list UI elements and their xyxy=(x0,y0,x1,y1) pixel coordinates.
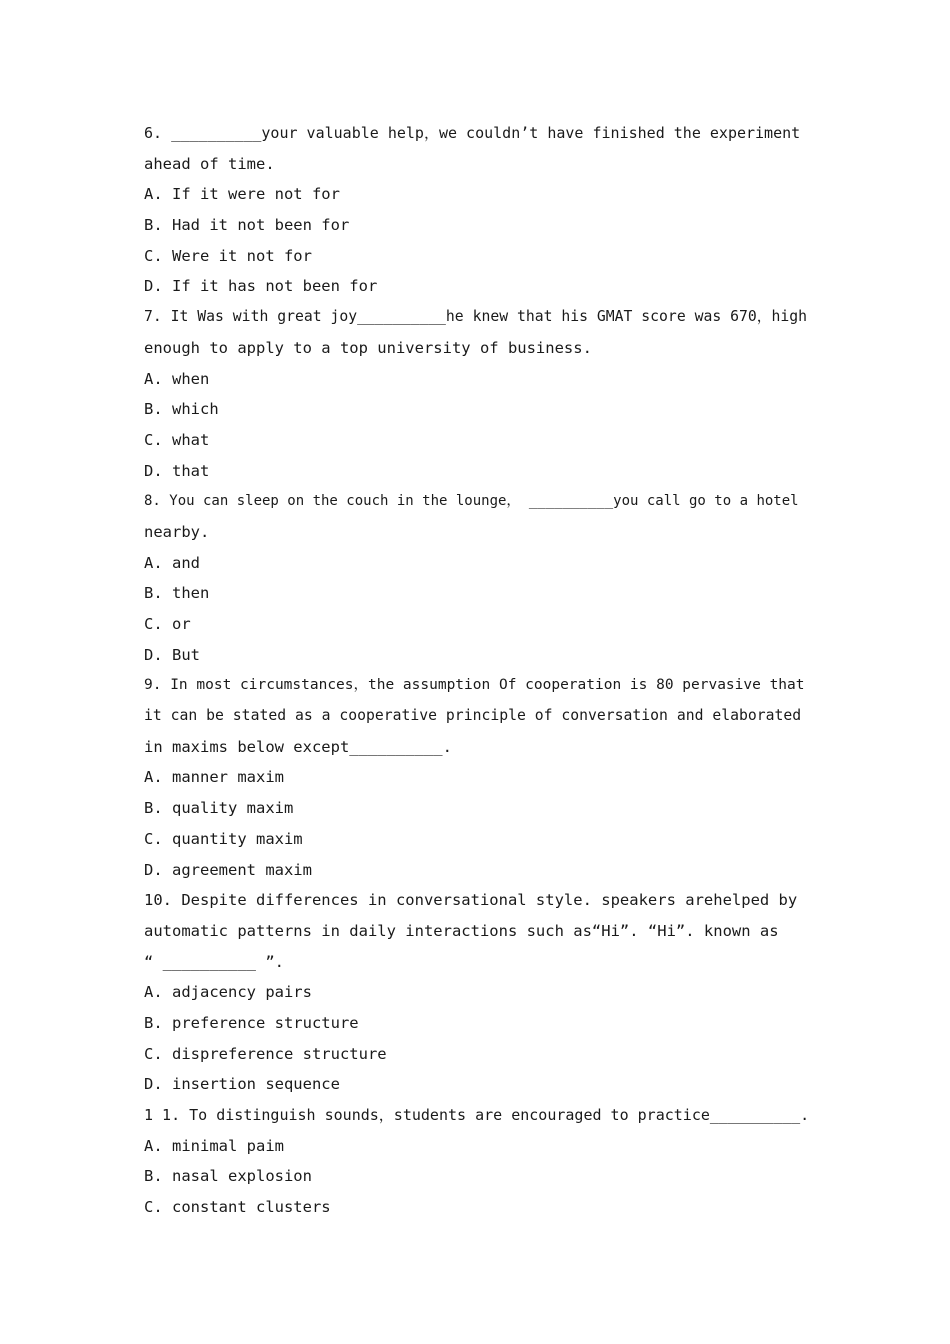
answer-option: D. If it has not been for xyxy=(144,277,378,296)
question-stem-line: 10. Despite differences in conversational style. speakers arehelped by xyxy=(144,891,798,910)
answer-option: B. preference structure xyxy=(144,1013,359,1032)
question-stem-line: it can be stated as a cooperative principle of conversation and elaborated xyxy=(144,707,802,725)
question-stem-line: automatic patterns in daily interactions such as“Hi”. “Hi”. known as xyxy=(144,921,779,940)
answer-option: A. If it were not for xyxy=(144,185,340,204)
question-8 xyxy=(144,486,809,670)
answer-option: A. when xyxy=(144,369,210,388)
question-stem-line: enough to apply to a top university of business. xyxy=(144,338,592,357)
answer-option: D. But xyxy=(144,645,200,664)
answer-option: B. then xyxy=(144,584,210,603)
answer-option: D. insertion sequence xyxy=(144,1075,340,1094)
answer-option: A. manner maxim xyxy=(144,768,284,787)
answer-option: C. Were it not for xyxy=(144,246,312,265)
document-page xyxy=(144,118,809,1223)
answer-option: C. dispreference structure xyxy=(144,1044,387,1063)
answer-option: D. agreement maxim xyxy=(144,860,312,879)
answer-option: D. that xyxy=(144,461,210,480)
question-11 xyxy=(144,1100,809,1223)
question-stem-line: ahead of time. xyxy=(144,154,275,173)
question-7 xyxy=(144,302,809,486)
answer-option: B. quality maxim xyxy=(144,799,294,818)
answer-option: C. quantity maxim xyxy=(144,829,303,848)
question-stem-line: 7. It Was with great joy__________he knew that his GMAT score was 670，high xyxy=(144,308,808,326)
question-stem-line: nearby. xyxy=(144,522,210,541)
question-stem-line: 1 1. To distinguish sounds，students are encouraged to practice__________. xyxy=(144,1106,809,1124)
question-stem-line: in maxims below except__________. xyxy=(144,737,452,756)
question-6 xyxy=(144,118,809,302)
question-stem-line: 9. In most circumstances，the assumption Of cooperation is 80 pervasive that xyxy=(144,677,805,694)
answer-option: B. nasal explosion xyxy=(144,1167,312,1186)
question-stem-line: 8. You can sleep on the couch in the lounge， __________you call go to a hotel xyxy=(144,493,799,510)
answer-option: B. Had it not been for xyxy=(144,216,350,235)
answer-option: B. which xyxy=(144,400,219,419)
question-stem-line: 6. __________your valuable help，we couldn’t have finished the experiment xyxy=(144,124,801,142)
question-9 xyxy=(144,670,809,885)
answer-option: A. and xyxy=(144,553,200,572)
question-10 xyxy=(144,885,809,1100)
question-stem-line: “ __________ ”. xyxy=(144,952,284,971)
answer-option: A. adjacency pairs xyxy=(144,983,312,1002)
answer-option: A. minimal paim xyxy=(144,1136,284,1155)
answer-option: C. what xyxy=(144,430,210,449)
answer-option: C. constant clusters xyxy=(144,1198,331,1217)
answer-option: C. or xyxy=(144,615,191,633)
